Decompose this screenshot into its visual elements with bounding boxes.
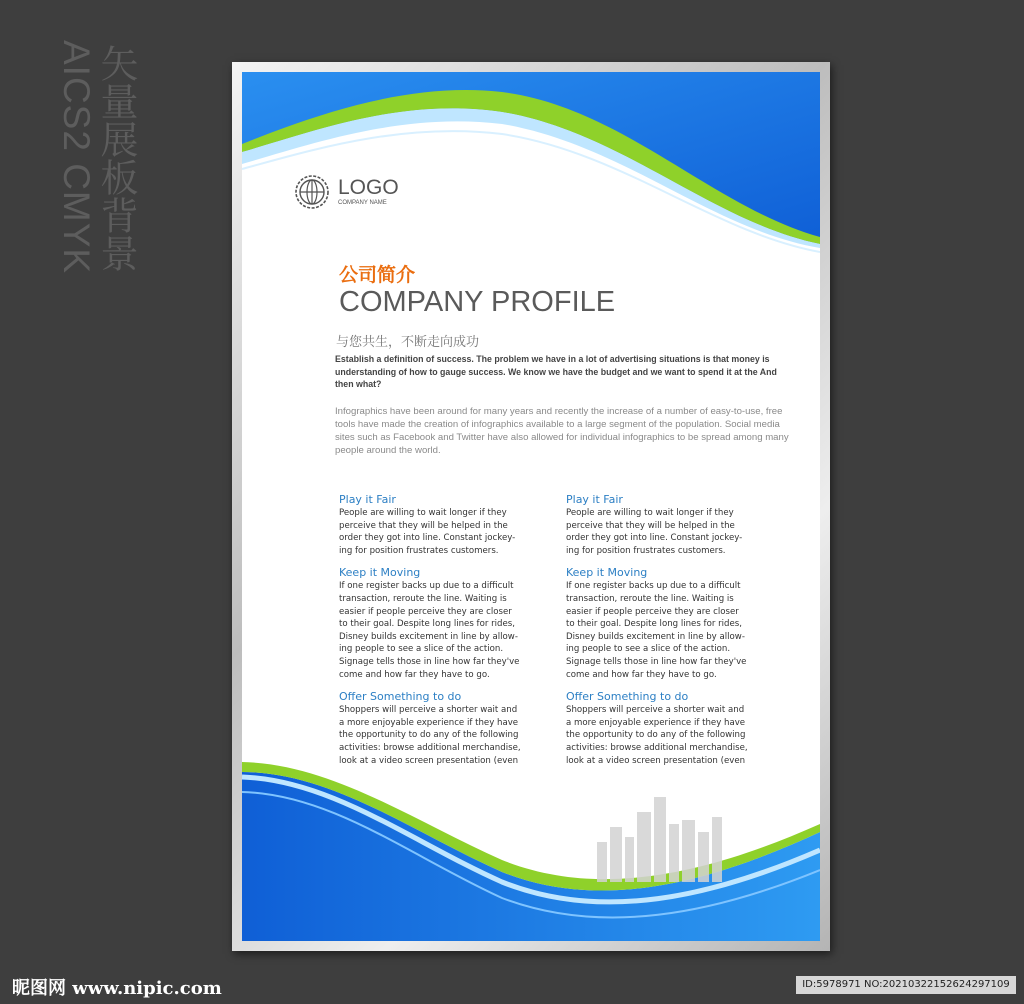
section-heading: Play it Fair <box>566 493 623 506</box>
logo-text: LOGO <box>338 176 399 199</box>
city-skyline-illustration <box>597 797 722 882</box>
logo-company-name: COMPANY NAME <box>338 200 387 206</box>
description-paragraph: Infographics have been around for many years and recently the increase of a number of easy-to-use, free tools have made the creation of infographics available to a large segment of the population. Social media sites such as Facebook and Twitter have also allowed for individual infographics to be spread among many people around the world. <box>335 406 789 456</box>
section-heading: Keep it Moving <box>566 566 648 580</box>
chinese-title: 公司简介 <box>339 264 416 286</box>
section-heading: Offer Something to do <box>339 690 462 704</box>
section-body: People are willing to wait longer if they perceive that they will be helped in the order they got into line. Constant jockey- ing for position frustrates customers. <box>339 508 516 556</box>
section-body: If one register backs up due to a difficult transaction, reroute the line. Waiting is easier if people perceive they are closer to their goal. Despite long lines for rides, Disney builds excitement in line by allow- ing people to see a slice of the action. Signage tells those in line how far they've come and how far they have to go. <box>566 581 747 680</box>
english-title: COMPANY PROFILE <box>339 286 616 318</box>
section-body: People are willing to wait longer if they perceive that they will be helped in the order they got into line. Constant jockey- ing for position frustrates customers. <box>566 508 743 556</box>
section-body: If one register backs up due to a difficult transaction, reroute the line. Waiting is easier if people perceive they are closer to their goal. Despite long lines for rides, Disney builds excitement in line by allow- ing people to see a slice of the action. Signage tells those in line how far they've come and how far they have to go. <box>339 581 520 680</box>
side-title-chinese: 矢量展板背景 <box>94 44 138 272</box>
side-title-english: AICS2 CMYK <box>56 40 97 275</box>
slogan: 与您共生，不断走向成功 <box>336 335 480 350</box>
section-heading: Keep it Moving <box>339 566 421 580</box>
intro-text: Establish a definition of success. The problem we have in a lot of advertising situations is that money is understanding of how to gauge success. We know we have the budget and we want to spend it at the And then what? <box>335 354 777 389</box>
section-heading: Offer Something to do <box>566 690 689 704</box>
section-body: Shoppers will perceive a shorter wait and a more enjoyable experience if they have the opportunity to do any of the following activities: browse additional merchandise, look at a video screen presentation (even <box>566 705 748 766</box>
watermark-id: ID:5978971 NO:20210322152624297109 <box>796 976 1016 994</box>
right-column <box>566 493 781 776</box>
poster-board <box>242 72 820 941</box>
watermark-site: 昵图网 www.nipic.com <box>12 978 222 999</box>
section-body: Shoppers will perceive a shorter wait and a more enjoyable experience if they have the opportunity to do any of the following activities: browse additional merchandise, look at a video screen presentation (even <box>339 705 521 766</box>
globe-icon <box>294 174 330 210</box>
section-heading: Play it Fair <box>339 493 396 506</box>
left-column <box>339 493 554 776</box>
